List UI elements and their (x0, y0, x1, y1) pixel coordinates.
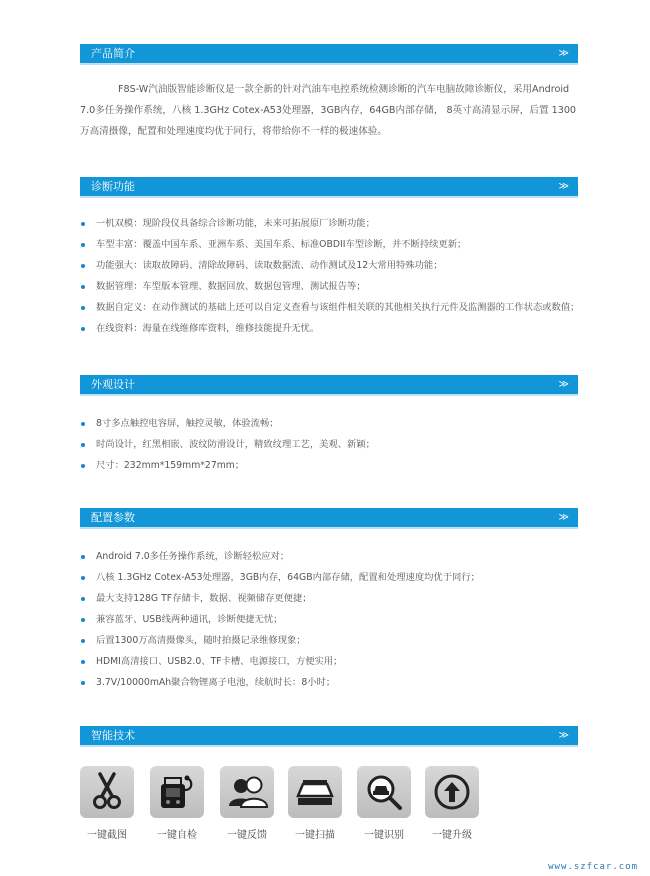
tech-label: 一键反馈 (227, 830, 267, 841)
bullet-icon (81, 422, 85, 426)
list-item: 八核 1.3GHz Cotex-A53处理器，3GB内存，64GB内部存储，配置和处理速度均优于同行； (80, 567, 620, 588)
config-list (80, 546, 620, 693)
list-item: HDMI高清接口、USB2.0、TF卡槽、电源接口，方便实用； (80, 651, 620, 672)
section-bar-diagnosis (80, 177, 578, 198)
bullet-icon (81, 681, 85, 685)
bullet-icon (81, 285, 85, 289)
intro-text: F8S-W汽油版智能诊断仪是一款全新的针对汽油车电控系统检测诊断的汽车电脑故障诊断仪，采用Android 7.0多任务操作系统，八核 1.3GHz Cotex-A53处理器，3GB内存，64GB内部存储， 8英寸高清显示屏，后置 1300万高清摄像，配置和处理速度均优于同行，将带给你不一样的极速体验。 (80, 84, 577, 137)
bullet-icon (81, 639, 85, 643)
list-item: 8寸多点触控电容屏，触控灵敏，体验流畅； (80, 413, 620, 434)
list-item: 数据自定义：在动作测试的基础上还可以自定义查看与该组件相关联的其他相关执行元件及监测器的工作状态或数值； (80, 297, 620, 318)
bullet-icon (81, 222, 85, 226)
double-chevron-icon: ≫ (558, 730, 567, 741)
tech-item-selfcheck (150, 766, 204, 841)
list-item: 时尚设计，红黑相嵌、波纹防滑设计，精致纹理工艺，美观、新颖； (80, 434, 620, 455)
scanner-icon (288, 766, 342, 818)
list-item: 兼容蓝牙、USB线两种通讯，诊断便捷无忧； (80, 609, 620, 630)
bullet-icon (81, 264, 85, 268)
bullet-icon (81, 555, 85, 559)
section-bar-design (80, 375, 578, 396)
section-title-diagnosis: 诊断功能 (91, 180, 135, 193)
list-item: Android 7.0多任务操作系统，诊断轻松应对； (80, 546, 620, 567)
intro-paragraph (80, 79, 578, 142)
tech-item-feedback (220, 766, 274, 841)
double-chevron-icon: ≫ (558, 512, 567, 523)
section-bar-intro (80, 44, 578, 65)
list-item: 3.7V/10000mAh聚合物锂离子电池，续航时长：8小时； (80, 672, 620, 693)
list-item: 尺寸：232mm*159mm*27mm； (80, 455, 620, 476)
section-title-design: 外观设计 (91, 378, 135, 391)
section-title-tech: 智能技术 (91, 729, 135, 742)
section-title-intro: 产品简介 (91, 47, 135, 60)
tech-label: 一键自检 (157, 830, 197, 841)
list-item: 在线资料：海量在线维修库资料，维修技能提升无忧。 (80, 318, 620, 339)
tech-item-recognize (357, 766, 411, 841)
bullet-icon (81, 597, 85, 601)
bullet-icon (81, 576, 85, 580)
design-list (80, 413, 620, 476)
users-icon (220, 766, 274, 818)
section-title-config: 配置参数 (91, 511, 135, 524)
list-item: 后置1300万高清摄像头，随时拍摄记录维修现象； (80, 630, 620, 651)
bullet-icon (81, 443, 85, 447)
double-chevron-icon: ≫ (558, 379, 567, 390)
bullet-icon (81, 243, 85, 247)
bullet-icon (81, 660, 85, 664)
tech-item-screenshot (80, 766, 134, 841)
watermark: www.szfcar.com (548, 862, 638, 872)
upgrade-arrow-icon (425, 766, 479, 818)
diagnostic-device-icon (150, 766, 204, 818)
bullet-icon (81, 618, 85, 622)
section-bar-config (80, 508, 578, 529)
section-bar-tech (80, 726, 578, 747)
bullet-icon (81, 306, 85, 310)
list-item: 一机双模：现阶段仪具备综合诊断功能，未来可拓展原厂诊断功能； (80, 213, 620, 234)
tech-label: 一键扫描 (295, 830, 335, 841)
list-item: 数据管理：车型版本管理、数据回放、数据包管理、测试报告等； (80, 276, 620, 297)
car-search-icon (357, 766, 411, 818)
tech-item-scan (288, 766, 342, 841)
double-chevron-icon: ≫ (558, 48, 567, 59)
tech-label: 一键识别 (364, 830, 404, 841)
list-item: 功能强大：读取故障码、清除故障码、读取数据流、动作测试及12大常用特殊功能； (80, 255, 620, 276)
tech-label: 一键截图 (87, 830, 127, 841)
bullet-icon (81, 327, 85, 331)
tech-item-upgrade (425, 766, 479, 841)
diagnosis-list (80, 213, 620, 339)
smart-tech-row (80, 766, 500, 846)
bullet-icon (81, 464, 85, 468)
list-item: 车型丰富：覆盖中国车系、亚洲车系、美国车系、标准OBDII车型诊断，并不断持续更新； (80, 234, 620, 255)
list-item: 最大支持128G TF存储卡，数据、视频储存更便捷； (80, 588, 620, 609)
scissors-icon (80, 766, 134, 818)
double-chevron-icon: ≫ (558, 181, 567, 192)
tech-label: 一键升级 (432, 830, 472, 841)
